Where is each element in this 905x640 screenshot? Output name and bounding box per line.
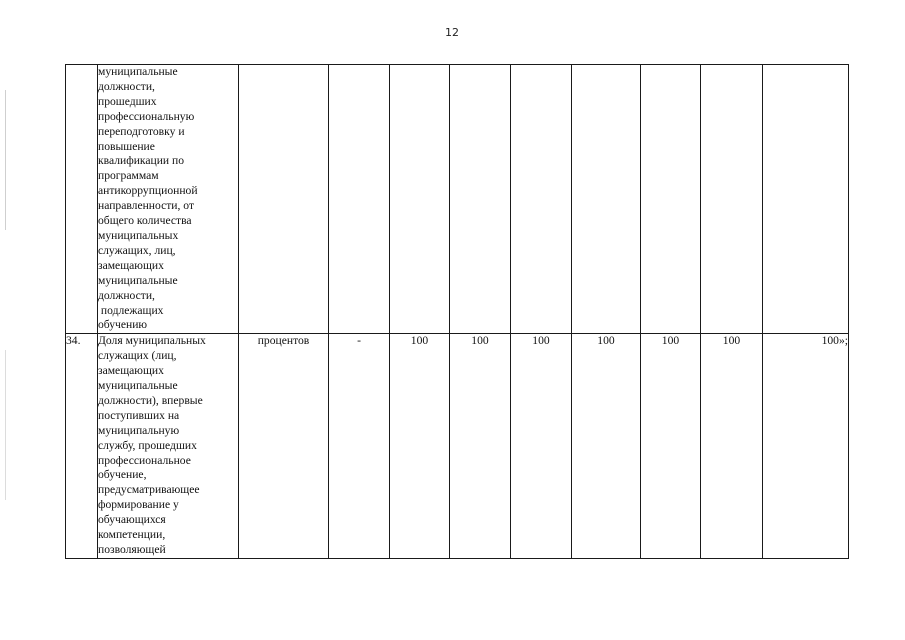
indicator-text-line: службу, прошедших (98, 438, 197, 452)
value-cell (511, 65, 572, 334)
indicator-text-line: профессиональную (98, 109, 195, 123)
scan-edge-mark (5, 350, 6, 500)
value-cell: 100»; (763, 334, 849, 559)
indicator-text-line: обучающихся (98, 513, 166, 527)
indicator-text-line: Доля муниципальных (98, 334, 206, 348)
indicator-text-line: обучение, (98, 468, 147, 482)
base-value-cell: - (329, 334, 390, 559)
indicator-text-line: профессиональное (98, 453, 191, 467)
scan-edge-mark (5, 90, 6, 230)
value-cell (641, 65, 701, 334)
indicator-text-line: программам (98, 169, 159, 183)
indicator-text-line: должности), впервые (98, 393, 203, 407)
value-cell: 100 (450, 334, 511, 559)
value-cell (763, 65, 849, 334)
indicator-text-line: подлежащих (98, 303, 164, 317)
indicator-text-line: позволяющей (98, 543, 166, 556)
value-cell: 100 (390, 334, 450, 559)
indicator-text-line: муниципальную (98, 423, 180, 437)
unit-cell: процентов (239, 334, 329, 559)
value-cell (390, 65, 450, 334)
indicator-text-line: обучению (98, 318, 148, 332)
value-cell (572, 65, 641, 334)
indicators-table (65, 64, 849, 559)
indicator-text-line: направленности, от (98, 199, 195, 213)
indicator-text-line: служащих, лиц, (98, 243, 176, 257)
indicator-text-line: переподготовку и (98, 124, 185, 138)
indicator-cell (98, 334, 239, 559)
value-cell: 100 (572, 334, 641, 559)
indicator-text-line: муниципальные (98, 379, 178, 393)
indicator-text-line: должности, (98, 288, 155, 302)
indicator-text-line: повышение (98, 139, 155, 153)
indicator-text-line: предусматривающее (98, 483, 200, 497)
indicator-text-line: муниципальных (98, 228, 179, 242)
value-cell: 100 (641, 334, 701, 559)
base-value-cell (329, 65, 390, 334)
unit-cell (239, 65, 329, 334)
indicator-text-line: замещающих (98, 364, 164, 378)
indicator-text-line: должности, (98, 79, 155, 93)
table-row (66, 334, 849, 559)
indicator-text-line: формирование у (98, 498, 179, 512)
value-cell: 100 (701, 334, 763, 559)
table-row (66, 65, 849, 334)
value-cell: 100 (511, 334, 572, 559)
indicator-text-line: общего количества (98, 214, 192, 228)
indicator-text-line: муниципальные (98, 65, 178, 78)
indicator-text-line: антикоррупционной (98, 184, 198, 198)
indicator-text-line: поступивших на (98, 408, 180, 422)
indicator-cell (98, 65, 239, 334)
value-cell (450, 65, 511, 334)
value-cell (701, 65, 763, 334)
indicator-text-line: компетенции, (98, 528, 166, 542)
indicator-text-line: муниципальные (98, 273, 178, 287)
row-number-cell (66, 65, 98, 334)
indicator-text-line: прошедших (98, 94, 157, 108)
page-number: 12 (445, 26, 459, 39)
indicator-text-line: квалификации по (98, 154, 185, 168)
indicator-text-line: замещающих (98, 258, 164, 272)
indicator-text-line: служащих (лиц, (98, 349, 177, 363)
row-number-cell: 34. (66, 334, 98, 559)
